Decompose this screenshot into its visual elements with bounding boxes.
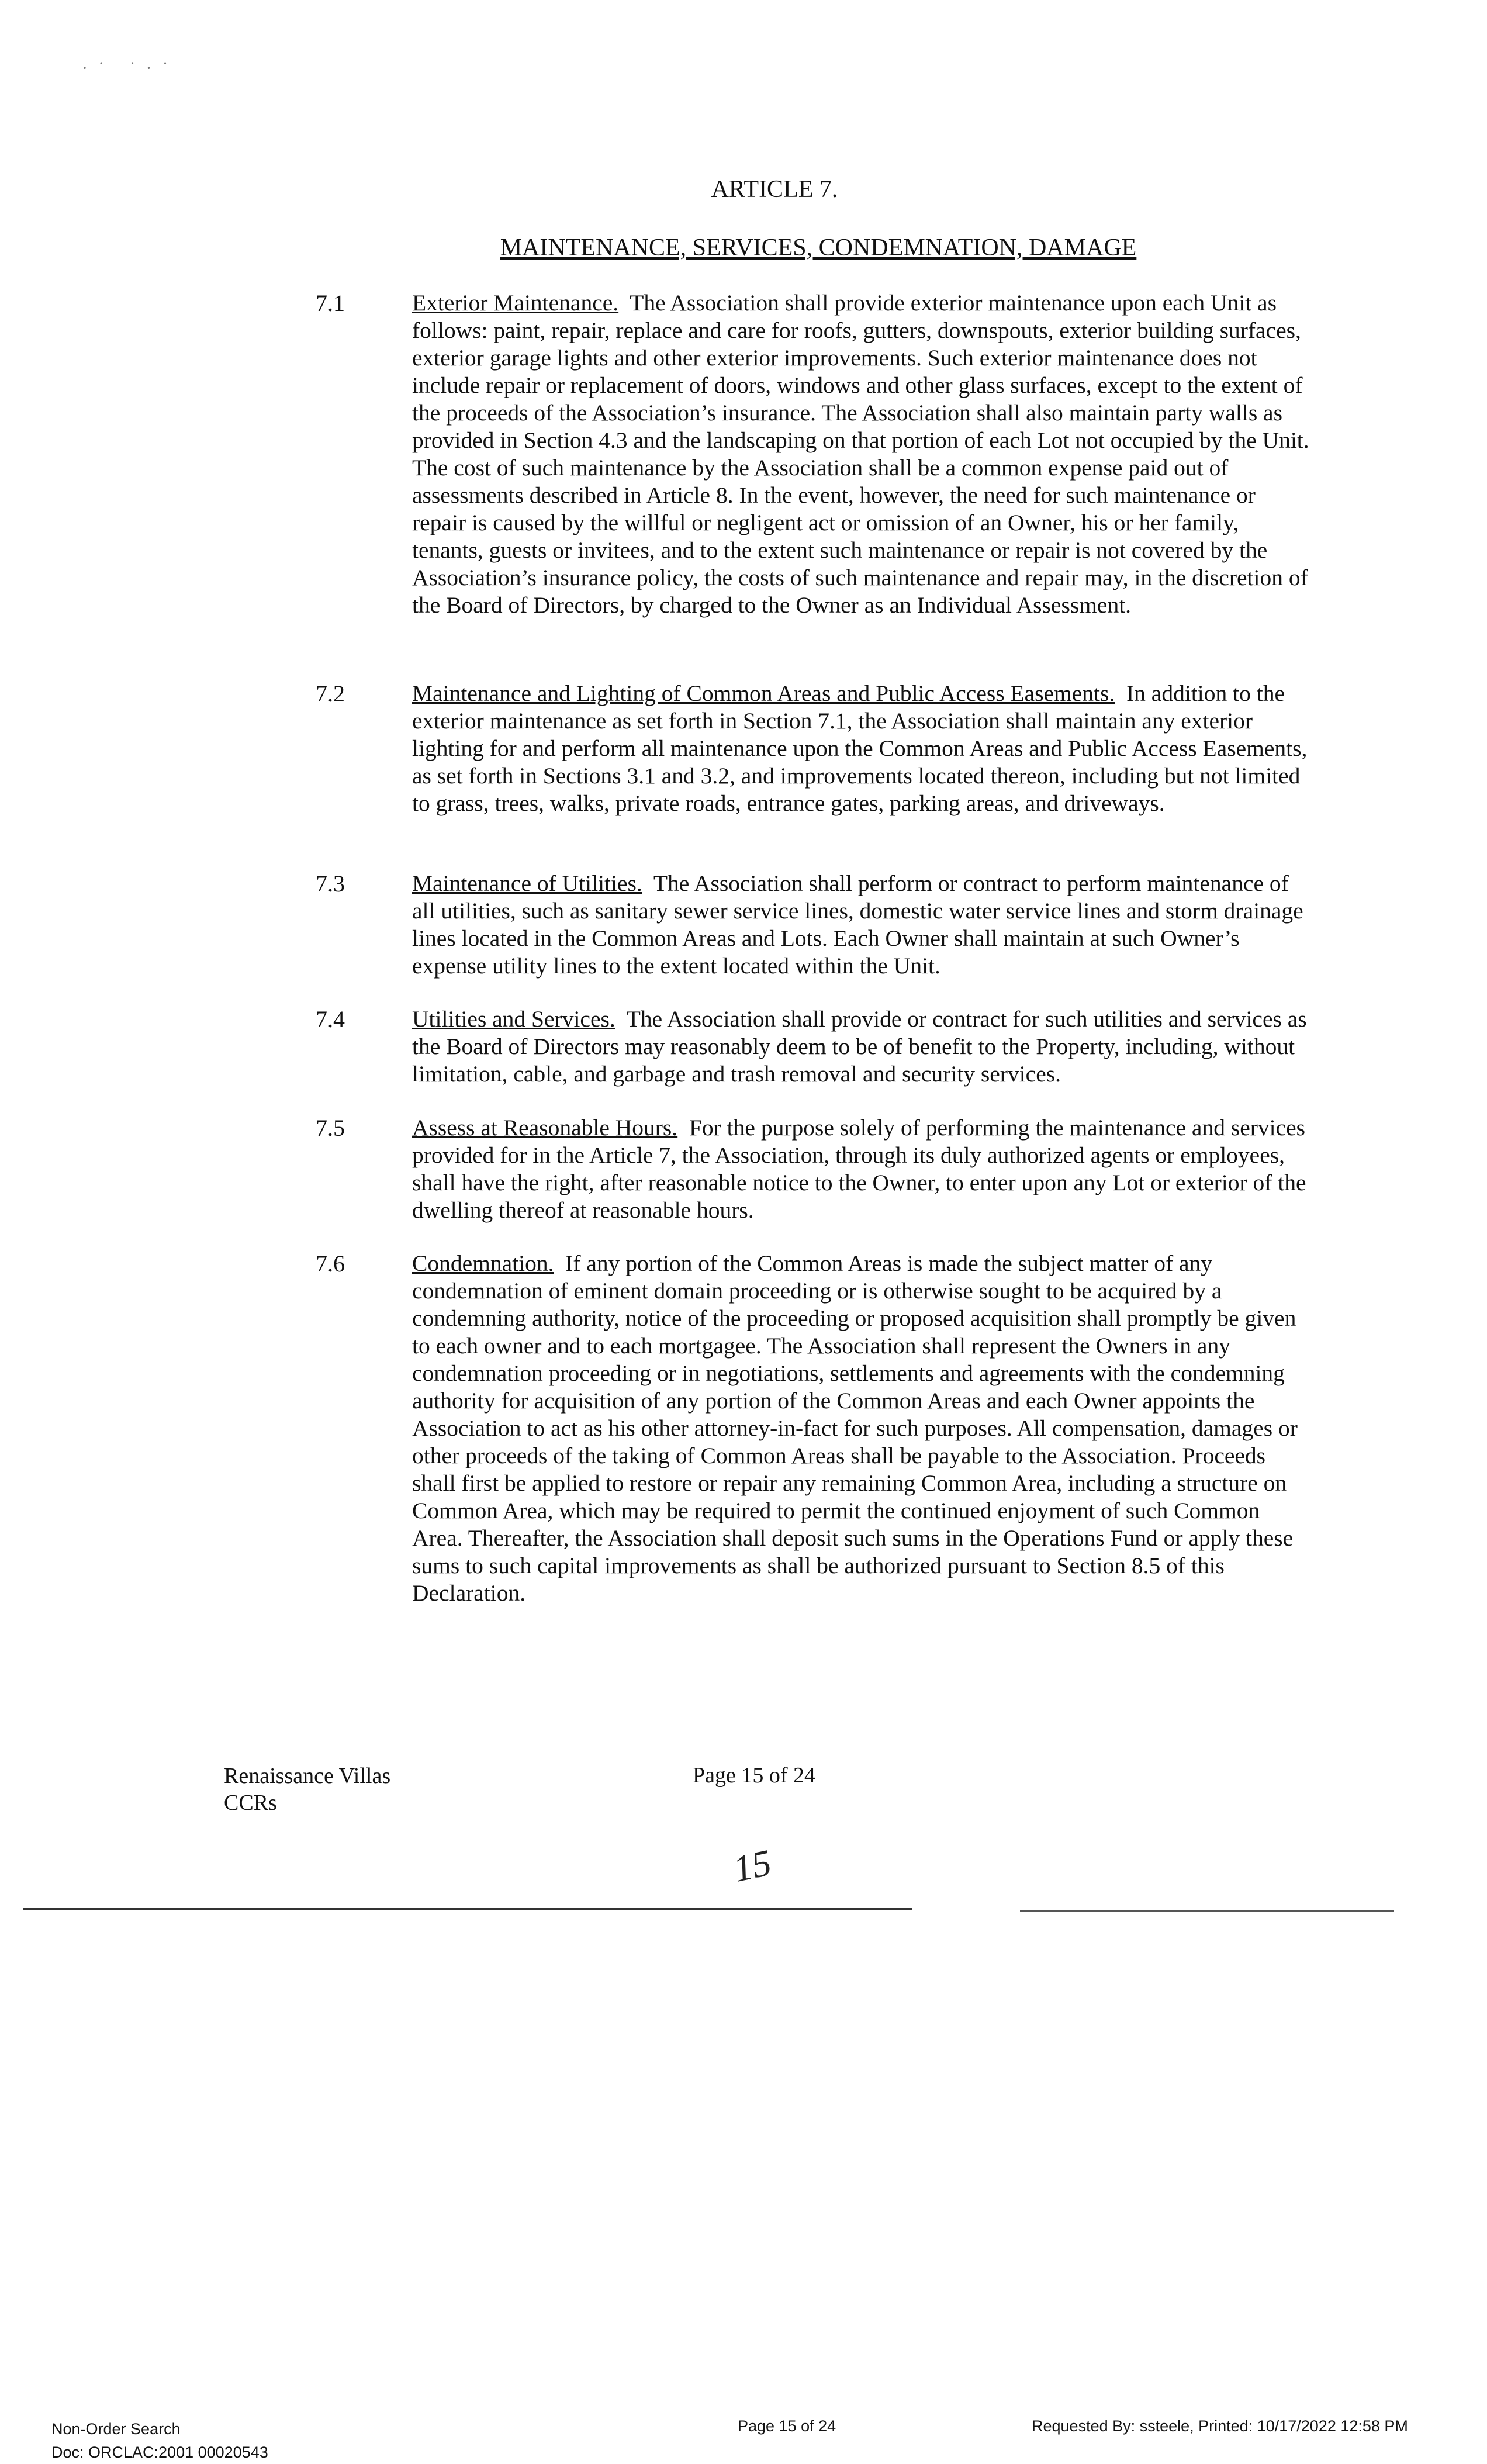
article-title: MAINTENANCE, SERVICES, CONDEMNATION, DAMAGE (500, 234, 1137, 261)
handwritten-page-mark: 15 (729, 1841, 775, 1890)
footer-document-name (224, 1763, 390, 1816)
section-text: For the purpose solely of performing the maintenance and services provided for in the Article 7, the Association, through its duly authorized agents or employees, shall have the right, after reasonable notice to the Owner, to enter upon any Lot or exterior of the dwelling thereof at reasonable hours. (412, 1115, 1306, 1223)
section-body (412, 289, 1312, 619)
divider-rule (23, 1908, 912, 1910)
section-text: The Association shall perform or contract to perform maintenance of all utilities, such as sanitary sewer service lines, domestic water service lines and storm drainage lines located in the Common Areas and Lots. Each Owner shall maintain at such Owner’s expense utility lines to the extent located within the Unit. (412, 870, 1303, 979)
footer-page-number: Page 15 of 24 (693, 1763, 816, 1788)
section-number: 7.5 (316, 1115, 345, 1141)
section-heading: Assess at Reasonable Hours. (412, 1115, 678, 1141)
footer-doc-name-line2: CCRs (224, 1791, 277, 1815)
stamp-page-number: Page 15 of 24 (738, 2417, 836, 2435)
section-heading: Maintenance of Utilities. (412, 870, 642, 896)
section-heading: Exterior Maintenance. (412, 290, 619, 316)
section-heading: Utilities and Services. (412, 1006, 615, 1032)
section-number: 7.3 (316, 870, 345, 897)
section-heading: Maintenance and Lighting of Common Areas and Public Access Easements. (412, 680, 1115, 706)
section-text: In addition to the exterior maintenance as set forth in Section 7.1, the Association shall maintain any exterior lighting for and perform all maintenance upon the Common Areas and Public Access Easements, as set forth in Sections 3.1 and 3.2, and improvements located thereon, including but not limited to grass, trees, walks, private roads, entrance gates, parking areas, and driveways. (412, 680, 1308, 816)
stamp-requested-by: Requested By: ssteele, Printed: 10/17/2022 12:58 PM (1032, 2417, 1408, 2435)
section-text: If any portion of the Common Areas is made the subject matter of any condemnation of eminent domain proceeding or is otherwise sought to be acquired by a condemning authority, notice of the proceeding or proposed acquisition shall promptly be given to each owner and to each mortgagee. The Association shall represent the Owners in any condemnation proceeding or in negotiations, settlements and agreements with the condemning authority for acquisition of any portion of the Common Areas and each Owner appoints the Association to act as his other attorney-in-fact for such purposes. All compensation, damages or other proceeds of the taking of Common Areas shall be payable to the Association. Proceeds shall first be applied to restore or repair any remaining Common Area, including a structure on Common Area, which may be required to permit the continued enjoyment of such Common Area. Thereafter, the Association shall deposit such sums in the Operations Fund or apply these sums to such capital improvements as shall be authorized pursuant to Section 8.5 of this Declaration. (412, 1250, 1298, 1606)
search-stamp (51, 2417, 268, 2464)
stamp-doc-id: Doc: ORCLAC:2001 00020543 (51, 2444, 268, 2461)
stamp-search-type: Non-Order Search (51, 2420, 181, 2438)
section-body (412, 870, 1312, 980)
section-number: 7.6 (316, 1250, 345, 1277)
footer-doc-name-line1: Renaissance Villas (224, 1764, 391, 1788)
section-body (412, 1005, 1312, 1088)
section-heading: Condemnation. (412, 1250, 554, 1276)
divider-rule (1020, 1910, 1394, 1912)
section-text: The Association shall provide exterior maintenance upon each Unit as follows: paint, repair, replace and care for roofs, gutters, downspouts, exterior building surfaces, exterior garage lights and other exterior improvements. Such exterior maintenance does not include repair or replacement of doors, windows and other glass surfaces, except to the extent of the proceeds of the Association’s insurance. The Association shall also maintain party walls as provided in Section 4.3 and the landscaping on that portion of each Lot not occupied by the Unit. The cost of such maintenance by the Association shall be a common expense paid out of assessments described in Article 8. In the event, however, the need for such maintenance or repair is caused by the willful or negligent act or omission of an Owner, his or her family, tenants, guests or invitees, and to the extent such maintenance or repair is not covered by the Association’s insurance policy, the costs of such maintenance and repair may, in the discretion of the Board of Directors, by charged to the Owner as an Individual Assessment. (412, 290, 1309, 618)
section-body (412, 1250, 1312, 1607)
scan-specks: ·˙ ˙·˙ (82, 58, 179, 78)
article-number: ARTICLE 7. (711, 176, 838, 203)
section-number: 7.1 (316, 290, 345, 316)
section-number: 7.4 (316, 1006, 345, 1032)
section-text: The Association shall provide or contract for such utilities and services as the Board of Directors may reasonably deem to be of benefit to the Property, including, without limitation, cable, and garbage and trash removal and security services. (412, 1006, 1307, 1087)
section-body (412, 1114, 1312, 1224)
section-number: 7.2 (316, 680, 345, 707)
section-body (412, 680, 1312, 817)
